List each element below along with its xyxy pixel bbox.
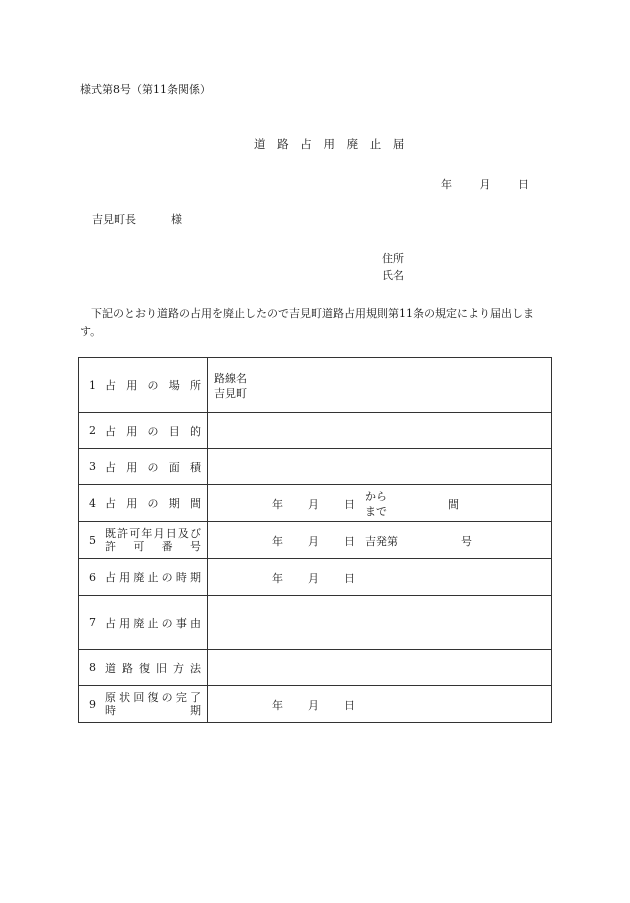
restore-month: 月	[308, 699, 319, 712]
row-label-line1: 既許可年月日及び	[105, 527, 201, 540]
period-until: まで	[365, 505, 387, 518]
row-label-cell	[79, 650, 208, 686]
row-number: 4	[89, 496, 96, 510]
permit-month: 月	[308, 535, 319, 548]
row-value-cell[interactable]	[208, 650, 552, 686]
abolish-year: 年	[272, 572, 283, 585]
table-row	[79, 413, 552, 449]
abolish-day: 日	[344, 572, 355, 585]
row-label-cell	[79, 485, 208, 522]
row-number: 8	[89, 661, 96, 674]
restore-day: 日	[344, 699, 355, 712]
date-year: 年	[441, 178, 452, 191]
row-value-cell[interactable]	[208, 596, 552, 650]
date-day: 日	[518, 178, 529, 191]
date-month: 月	[479, 178, 491, 191]
table-row	[79, 358, 552, 413]
row-label-line1: 原状回復の完了	[105, 691, 201, 704]
name-label: 氏名	[382, 269, 404, 282]
row-value-cell[interactable]	[208, 358, 552, 413]
permit-day: 日	[344, 535, 355, 548]
row-number: 7	[89, 616, 96, 629]
table-row	[79, 522, 552, 559]
row-number: 9	[89, 697, 96, 711]
body-text: 下記のとおり道路の占用を廃止したので吉見町道路占用規則第11条の規定により届出します。	[80, 307, 534, 338]
period-month: 月	[308, 498, 319, 511]
row-label: 道 路 復 旧 方 法	[105, 661, 201, 675]
permit-suffix: 号	[461, 535, 472, 548]
table-row	[79, 485, 552, 522]
row-label-cell	[79, 596, 208, 650]
row-value-cell[interactable]	[208, 522, 552, 559]
restore-year: 年	[272, 699, 283, 712]
row-number: 2	[89, 424, 96, 437]
addressee	[92, 211, 182, 227]
row-label: 占 用 の 目 的	[105, 424, 201, 438]
row-label	[105, 691, 201, 717]
row-label-cell	[79, 686, 208, 723]
table-row	[79, 650, 552, 686]
row-label: 占 用 の 期 間	[105, 497, 201, 510]
addressee-name: 吉見町長	[92, 213, 136, 226]
row-value-cell[interactable]	[208, 449, 552, 485]
period-from: から	[365, 490, 387, 503]
row-label-line2: 時 期	[105, 704, 201, 717]
row-label-line2: 許 可 番 号	[105, 540, 201, 553]
row-value-cell[interactable]	[208, 485, 552, 522]
table-row	[79, 559, 552, 596]
row-value-cell[interactable]	[208, 413, 552, 449]
town-name: 吉見町	[214, 387, 247, 400]
abolish-month: 月	[308, 572, 319, 585]
row-number: 1	[89, 378, 96, 392]
row-label: 占 用 の 面 積	[105, 460, 201, 474]
row-label: 占 用 の 場 所	[105, 379, 201, 392]
table-row	[79, 596, 552, 650]
period-day: 日	[344, 498, 355, 511]
row-number: 6	[89, 570, 96, 584]
row-label: 占用廃止の時期	[105, 571, 201, 584]
form-number: 様式第8号（第11条関係）	[80, 83, 211, 96]
row-label	[105, 527, 201, 553]
table-row	[79, 449, 552, 485]
table-row	[79, 686, 552, 723]
period-year: 年	[272, 498, 283, 511]
row-label-cell	[79, 522, 208, 559]
row-label-cell	[79, 413, 208, 449]
row-label: 占用廃止の事由	[105, 616, 201, 630]
row-label-cell	[79, 449, 208, 485]
permit-year: 年	[272, 535, 283, 548]
period-between: 間	[448, 498, 459, 511]
row-number: 5	[89, 533, 96, 547]
row-label-cell	[79, 358, 208, 413]
form-table	[78, 357, 552, 723]
route-name-label: 路線名	[214, 372, 247, 385]
date-line	[441, 176, 529, 192]
document-title: 道 路 占 用 廃 止 届	[254, 137, 409, 151]
row-label-cell	[79, 559, 208, 596]
permit-prefix: 吉発第	[365, 535, 398, 548]
row-value-cell[interactable]	[208, 559, 552, 596]
row-value-cell[interactable]	[208, 686, 552, 723]
row-number: 3	[89, 460, 96, 473]
addressee-honorific: 様	[171, 213, 182, 226]
address-label: 住所	[382, 252, 404, 265]
